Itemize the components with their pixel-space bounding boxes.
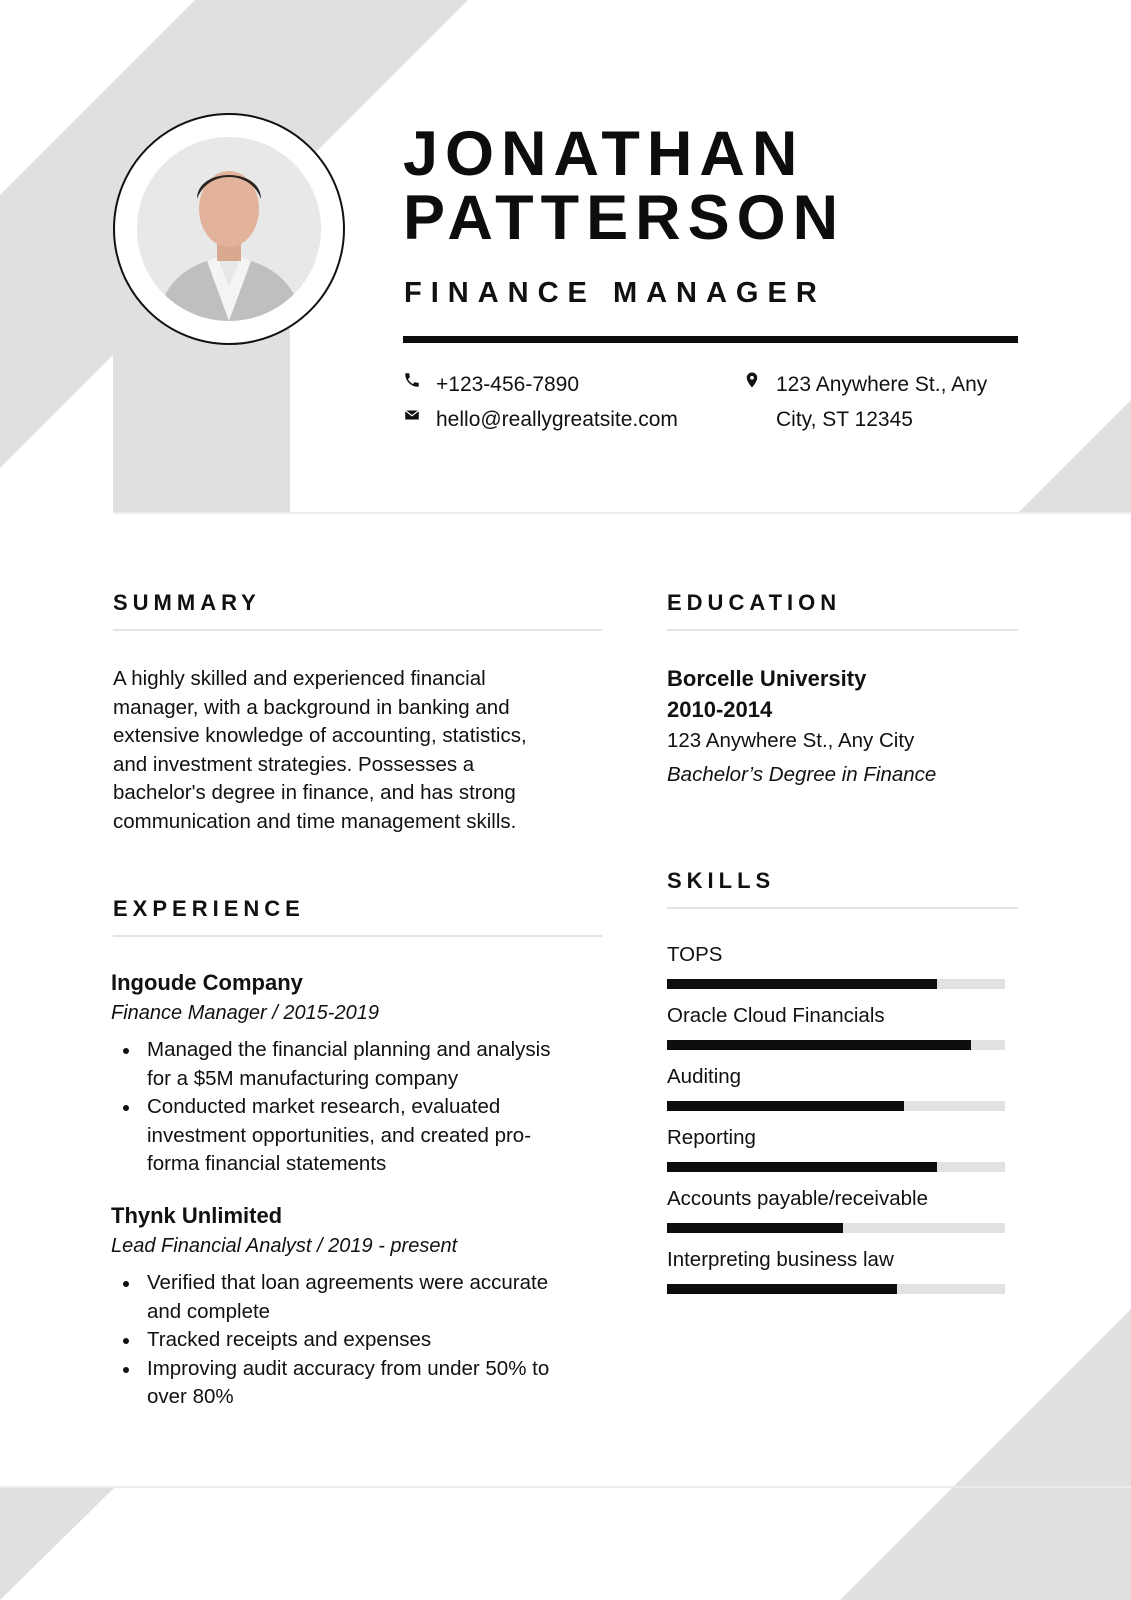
- phone-icon: [403, 371, 421, 389]
- bullet-line: Improving audit accuracy from under 50% to: [147, 1356, 550, 1380]
- skill-fill: [667, 1284, 897, 1294]
- job-title: Lead Financial Analyst / 2019 - present: [111, 1235, 458, 1257]
- skill-fill: [667, 1223, 843, 1233]
- location-pin-icon: [743, 371, 761, 389]
- summary-divider: [113, 629, 602, 631]
- header-divider: [403, 336, 1018, 343]
- skill-track: [667, 1162, 1005, 1172]
- skills-divider: [667, 907, 1018, 909]
- education-entry: [667, 663, 866, 725]
- bullet-line: Verified that loan agreements were accurate: [147, 1271, 549, 1294]
- skill-track: [667, 1223, 1005, 1233]
- experience-title: EXPERIENCE: [113, 896, 305, 921]
- skill-item: [667, 943, 1007, 989]
- summary-line: communication and time management skills.: [113, 809, 517, 833]
- skill-track: [667, 1284, 1005, 1294]
- skill-fill: [667, 979, 937, 989]
- job-company: Thynk Unlimited: [111, 1203, 283, 1228]
- skill-item: [667, 1004, 1007, 1050]
- job-company: Ingoude Company: [111, 970, 303, 995]
- phone-number: +123-456-7890: [436, 373, 580, 396]
- bullet-line: Managed the financial planning and analysis: [147, 1038, 551, 1061]
- bullet-line: over 80%: [147, 1385, 234, 1408]
- profile-photo: [137, 137, 321, 321]
- bullet-line: and complete: [147, 1299, 271, 1323]
- summary-text: [113, 665, 613, 836]
- skill-track: [667, 979, 1005, 989]
- list-item: [111, 1093, 601, 1179]
- skill-label: Reporting: [667, 1126, 756, 1149]
- summary-line: bachelor's degree in finance, and has strong: [113, 781, 516, 804]
- last-name: PATTERSON: [403, 183, 846, 253]
- skill-track: [667, 1101, 1005, 1111]
- first-name: JONATHAN: [403, 119, 805, 189]
- skill-item: [667, 1248, 1007, 1294]
- education-divider: [667, 629, 1018, 631]
- address-line-1: 123 Anywhere St., Any: [776, 373, 988, 396]
- skill-item: [667, 1126, 1007, 1172]
- school-address: 123 Anywhere St., Any City: [667, 729, 915, 752]
- bg-right-bottom-band: [840, 1309, 1131, 1600]
- person-silhouette-icon: [137, 137, 321, 321]
- skill-item: [667, 1065, 1007, 1111]
- bullet-line: investment opportunities, and created pro-: [147, 1123, 532, 1147]
- skill-track: [667, 1040, 1005, 1050]
- bg-bottom-divider: [0, 1486, 1131, 1488]
- skill-label: Auditing: [667, 1065, 742, 1088]
- skill-fill: [667, 1040, 971, 1050]
- email-address: hello@reallygreatsite.com: [436, 408, 678, 431]
- bullet-line: Tracked receipts and expenses: [147, 1328, 432, 1351]
- degree: Bachelor’s Degree in Finance: [667, 763, 937, 786]
- address-line-2: City, ST 12345: [776, 408, 913, 431]
- skill-item: [667, 1187, 1007, 1233]
- education-title: EDUCATION: [667, 590, 842, 615]
- summary-title: SUMMARY: [113, 590, 261, 615]
- summary-line: A highly skilled and experienced financial: [113, 667, 486, 690]
- school-name: Borcelle University: [667, 666, 867, 691]
- bg-left-bottom-triangle: [0, 1487, 115, 1600]
- skill-fill: [667, 1162, 937, 1172]
- bg-right-top-triangle: [1018, 400, 1131, 513]
- skill-label: Accounts payable/receivable: [667, 1187, 928, 1210]
- bullet-line: for a $5M manufacturing company: [147, 1066, 459, 1090]
- bullet-line: forma financial statements: [147, 1152, 387, 1175]
- skill-label: Oracle Cloud Financials: [667, 1004, 885, 1027]
- summary-line: manager, with a background in banking and: [113, 695, 510, 719]
- list-item: [111, 1036, 601, 1093]
- summary-line: extensive knowledge of accounting, statistics,: [113, 724, 527, 747]
- list-item: [111, 1326, 601, 1355]
- candidate-name: [403, 119, 846, 253]
- job-title: Finance Manager / 2015-2019: [111, 1002, 379, 1024]
- job-role: FINANCE MANAGER: [404, 277, 826, 309]
- list-item: [111, 1355, 601, 1412]
- skill-fill: [667, 1101, 904, 1111]
- email-icon: [403, 406, 421, 424]
- list-item: [111, 1269, 601, 1326]
- summary-line: and investment strategies. Possesses a: [113, 752, 475, 776]
- job-bullets: [111, 1269, 601, 1412]
- experience-divider: [113, 935, 602, 937]
- skill-label: Interpreting business law: [667, 1248, 894, 1271]
- skill-label: TOPS: [667, 943, 723, 966]
- job-bullets: [111, 1036, 601, 1179]
- school-years: 2010-2014: [667, 697, 773, 722]
- bg-top-divider: [113, 512, 1131, 514]
- profile-photo-frame: [113, 113, 345, 345]
- bullet-line: Conducted market research, evaluated: [147, 1095, 501, 1118]
- skills-title: SKILLS: [667, 868, 776, 893]
